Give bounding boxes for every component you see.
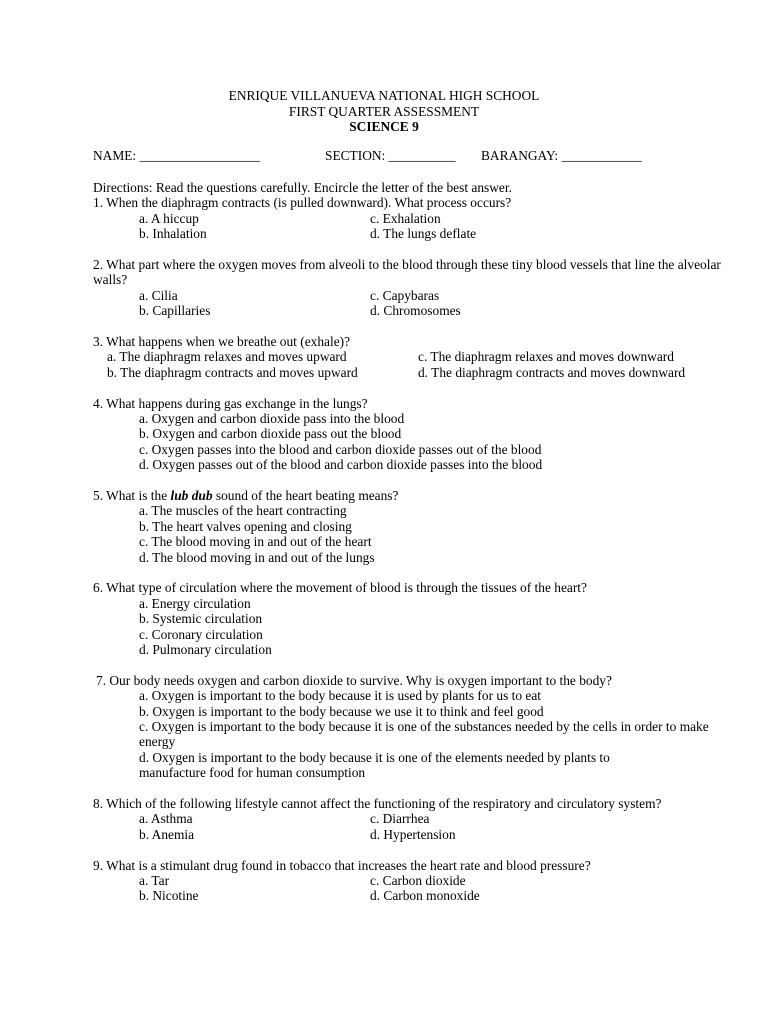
q5-option-d[interactable]: d. The blood moving in and out of the lungs xyxy=(139,549,375,565)
q4-option-c[interactable]: c. Oxygen passes into the blood and carbon dioxide passes out of the blood xyxy=(139,441,542,457)
q8-option-b[interactable]: b. Anemia xyxy=(139,826,195,842)
q3-option-d[interactable]: d. The diaphragm contracts and moves downward xyxy=(418,364,686,380)
student-info-row xyxy=(93,148,733,164)
q2-options-row-2 xyxy=(93,303,723,318)
q1-options-row-2 xyxy=(93,226,723,241)
q5-option-a[interactable]: a. The muscles of the heart contracting xyxy=(139,503,347,519)
q2-option-c[interactable]: c. Capybaras xyxy=(370,287,440,303)
q9-option-c[interactable]: c. Carbon dioxide xyxy=(370,873,466,889)
q2-option-d[interactable]: d. Chromosomes xyxy=(370,303,461,319)
q8-option-c[interactable]: c. Diarrhea xyxy=(370,811,430,827)
q4-option-b[interactable]: b. Oxygen and carbon dioxide pass out the blood xyxy=(139,426,402,442)
question-8: 8. Which of the following lifestyle cannot affect the functioning of the respiratory and circulatory system? xyxy=(93,796,662,812)
question-2: 2. What part where the oxygen moves from alveoli to the blood through these tiny blood vessels that line the alveolar walls? xyxy=(93,256,721,288)
q6-option-a[interactable]: a. Energy circulation xyxy=(139,595,251,611)
question-6: 6. What type of circulation where the movement of blood is through the tissues of the heart? xyxy=(93,580,587,596)
q5-option-c[interactable]: c. The blood moving in and out of the heart xyxy=(139,534,372,550)
q4-option-d[interactable]: d. Oxygen passes out of the blood and carbon dioxide passes into the blood xyxy=(139,457,543,473)
q1-option-c[interactable]: c. Exhalation xyxy=(370,210,441,226)
document-header xyxy=(0,88,768,135)
q9-options-row-1 xyxy=(93,873,723,888)
question-7: 7. Our body needs oxygen and carbon dioxide to survive. Why is oxygen important to the body? xyxy=(96,672,612,688)
q5-option-b[interactable]: b. The heart valves opening and closing xyxy=(139,518,352,534)
q9-option-a[interactable]: a. Tar xyxy=(139,873,170,889)
q9-options-row-2 xyxy=(93,888,723,903)
q7-option-b[interactable]: b. Oxygen is important to the body because we use it to think and feel good xyxy=(139,703,544,719)
question-5 xyxy=(93,488,723,503)
q9-option-b[interactable]: b. Nicotine xyxy=(139,888,199,904)
barangay-field[interactable]: BARANGAY: ____________ xyxy=(481,148,642,163)
q6-option-d[interactable]: d. Pulmonary circulation xyxy=(139,642,272,658)
q7-option-a[interactable]: a. Oxygen is important to the body because it is used by plants for us to eat xyxy=(139,688,542,704)
question-3: 3. What happens when we breathe out (exhale)? xyxy=(93,333,351,349)
q8-options-row-1 xyxy=(93,811,723,826)
q5-suffix: sound of the heart beating means? xyxy=(212,487,399,503)
q2-option-b[interactable]: b. Capillaries xyxy=(139,303,211,319)
q3-option-c[interactable]: c. The diaphragm relaxes and moves downward xyxy=(418,349,674,365)
q7-option-d[interactable]: d. Oxygen is important to the body because it is one of the elements needed by plants to manufacture food for human consumption xyxy=(139,749,610,781)
q7-option-c[interactable]: c. Oxygen is important to the body because it is one of the substances needed by the cells in order to make energy xyxy=(139,719,709,750)
directions: Directions: Read the questions carefully. Encircle the letter of the best answer. xyxy=(93,180,512,195)
q5-emphasis: lub dub xyxy=(170,487,213,503)
q5-prefix: 5. What is the xyxy=(93,487,171,503)
q8-option-a[interactable]: a. Asthma xyxy=(139,811,193,827)
q8-option-d[interactable]: d. Hypertension xyxy=(370,826,456,842)
q4-option-a[interactable]: a. Oxygen and carbon dioxide pass into the blood xyxy=(139,410,405,426)
subject-title: SCIENCE 9 xyxy=(349,119,419,135)
name-field[interactable]: NAME: __________________ xyxy=(93,148,261,163)
question-1: 1. When the diaphragm contracts (is pulled downward). What process occurs? xyxy=(93,195,512,211)
section-field[interactable]: SECTION: __________ xyxy=(325,148,456,163)
q2-option-a[interactable]: a. Cilia xyxy=(139,287,178,303)
question-4: 4. What happens during gas exchange in the lungs? xyxy=(93,395,368,411)
questions-body xyxy=(93,180,723,904)
q2-options-row-1 xyxy=(93,288,723,303)
q6-option-c[interactable]: c. Coronary circulation xyxy=(139,626,263,642)
q6-option-b[interactable]: b. Systemic circulation xyxy=(139,611,263,627)
q3-options-row-1 xyxy=(93,349,723,364)
q3-option-b[interactable]: b. The diaphragm contracts and moves upward xyxy=(107,364,358,380)
school-name: ENRIQUE VILLANUEVA NATIONAL HIGH SCHOOL xyxy=(228,88,540,103)
q9-option-d[interactable]: d. Carbon monoxide xyxy=(370,888,480,904)
q3-options-row-2 xyxy=(93,365,723,380)
q3-option-a[interactable]: a. The diaphragm relaxes and moves upward xyxy=(107,349,347,365)
q1-option-b[interactable]: b. Inhalation xyxy=(139,226,207,242)
q1-option-a[interactable]: a. A hiccup xyxy=(139,210,199,226)
q1-options-row-1 xyxy=(93,211,723,226)
q1-option-d[interactable]: d. The lungs deflate xyxy=(370,226,477,242)
question-9: 9. What is a stimulant drug found in tobacco that increases the heart rate and blood pressure? xyxy=(93,857,591,873)
assessment-title: FIRST QUARTER ASSESSMENT xyxy=(288,103,480,119)
q8-options-row-2 xyxy=(93,827,723,842)
